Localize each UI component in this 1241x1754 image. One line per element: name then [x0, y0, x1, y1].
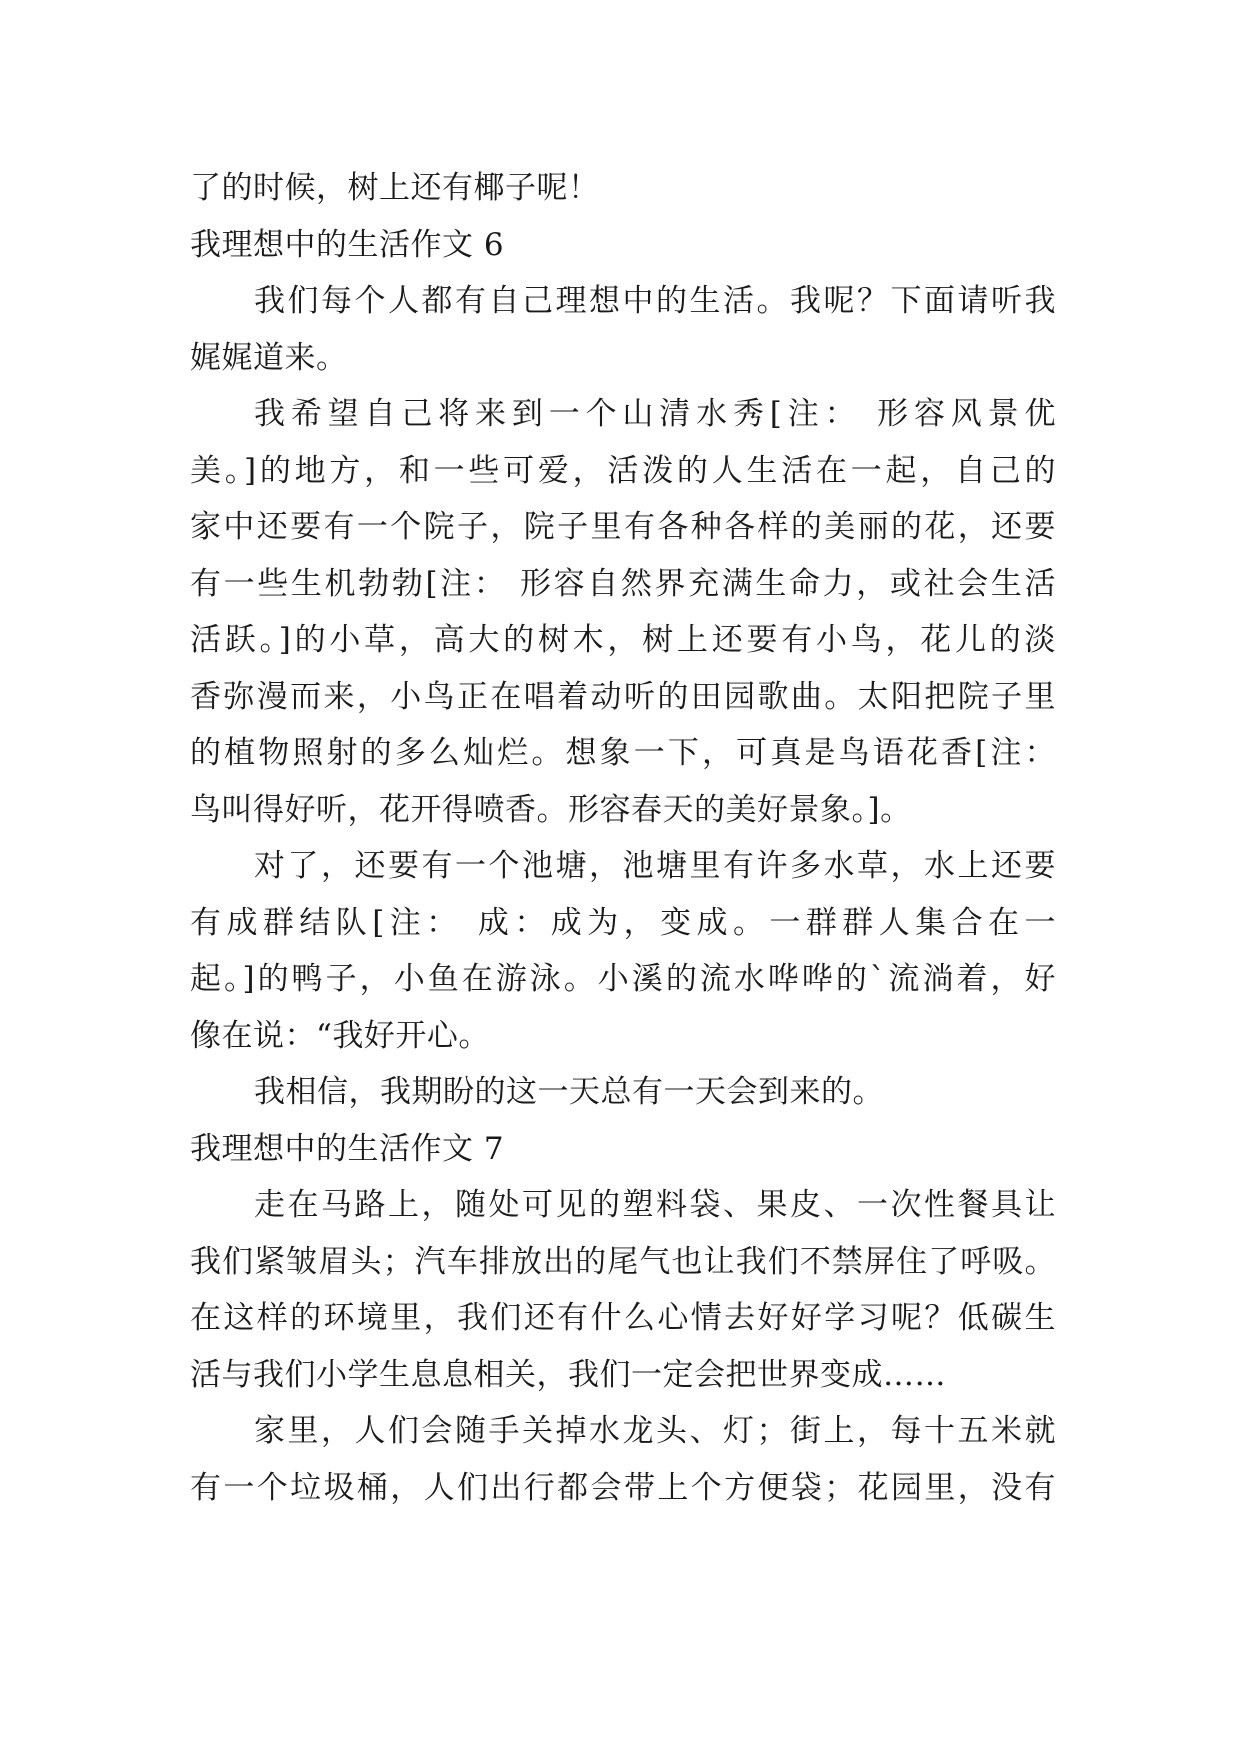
- section-heading: 我理想中的生活作文 6: [190, 226, 505, 263]
- text-line: 家中还要有一个院子，院子里有各种各样的美丽的花，还要: [190, 509, 1056, 545]
- text-line: 活跃。]的小草，高大的树木，树上还要有小鸟，花儿的淡: [190, 622, 1056, 658]
- text-line: 像在说：“我好开心。: [190, 1017, 490, 1054]
- text-line: 娓娓道来。: [190, 339, 348, 376]
- document-page: [190, 160, 1056, 1516]
- paragraph: [190, 1403, 1056, 1516]
- text-line: 走在马路上，随处可见的塑料袋、果皮、一次性餐具让: [254, 1187, 1056, 1223]
- text-line: 的植物照射的多么灿烂。想象一下，可真是鸟语花香[注：: [190, 735, 1056, 771]
- text-line: 了的时候，树上还有椰子呢！: [190, 170, 600, 206]
- text-line: 家里，人们会随手关掉水龙头、灯；街上，每十五米就: [254, 1413, 1056, 1449]
- paragraph: [190, 160, 1056, 217]
- text-line: 我们紧皱眉头；汽车排放出的尾气也让我们不禁屏住了呼吸。: [190, 1243, 1056, 1280]
- text-line: 鸟叫得好听，花开得喷香。形容春天的美好景象。]。: [190, 791, 912, 828]
- section-heading: 我理想中的生活作文 7: [190, 1130, 505, 1167]
- paragraph: [190, 273, 1056, 386]
- paragraph: [190, 1177, 1056, 1403]
- paragraph: [190, 1064, 1056, 1121]
- text-line: 香弥漫而来，小鸟正在唱着动听的田园歌曲。太阳把院子里: [190, 678, 1056, 715]
- text-line: 在这样的环境里，我们还有什么心情去好好学习呢？低碳生: [190, 1300, 1056, 1336]
- text-line: 起。]的鸭子，小鱼在游泳。小溪的流水哗哗的`流淌着，好: [190, 961, 1056, 997]
- text-line: 有一个垃圾桶，人们出行都会带上个方便袋；花园里，没有: [190, 1469, 1056, 1506]
- text-line: 美。]的地方，和一些可爱，活泼的人生活在一起，自己的: [190, 452, 1056, 489]
- paragraph: [190, 386, 1056, 838]
- text-line: 有一些生机勃勃[注： 形容自然界充满生命力，或社会生活: [190, 565, 1056, 602]
- text-line: 对了，还要有一个池塘，池塘里有许多水草，水上还要: [254, 848, 1056, 884]
- text-line: 有成群结队[注： 成：成为，变成。一群群人集合在一: [190, 904, 1056, 941]
- text-line: 活与我们小学生息息相关，我们一定会把世界变成……: [190, 1356, 946, 1393]
- text-line: 我相信，我期盼的这一天总有一天会到来的。: [254, 1074, 884, 1110]
- text-line: 我希望自己将来到一个山清水秀[注： 形容风景优: [254, 396, 1056, 432]
- paragraph: [190, 838, 1056, 1064]
- text-line: 我们每个人都有自己理想中的生活。我呢？下面请听我: [254, 283, 1056, 319]
